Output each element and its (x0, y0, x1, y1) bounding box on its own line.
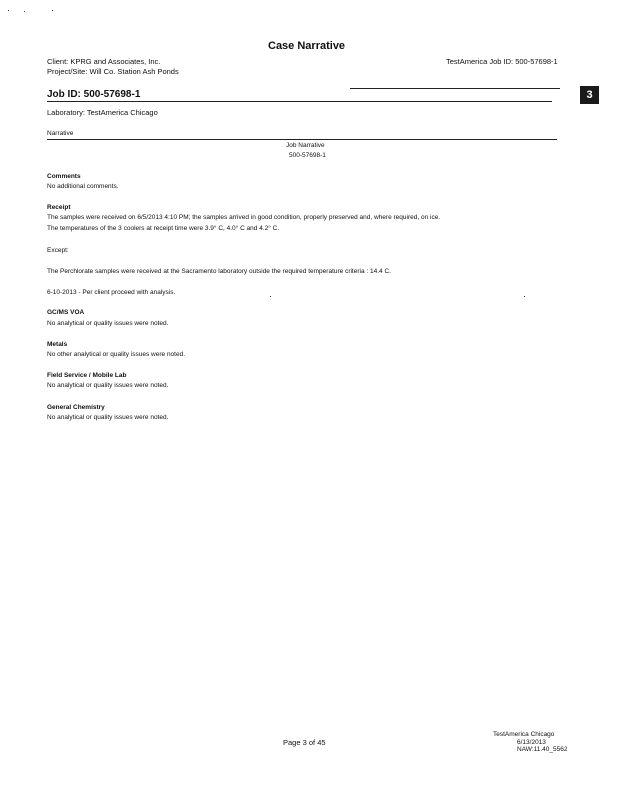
narrative-label: Narrative (47, 130, 74, 137)
perchlorate-note: The Perchlorate samples were received at the Sacramento laboratory outside the required temperature criteria : 14.4 C. (47, 268, 391, 275)
testamerica-job-id: TestAmerica Job ID: 500-57698-1 (446, 57, 558, 66)
project-site-line: Project/Site: Will Co. Station Ash Ponds (47, 67, 179, 76)
gcms-voa-text: No analytical or quality issues were noted. (47, 320, 169, 327)
job-id-rule (47, 101, 552, 102)
footer-date: 6/13/2013 (517, 739, 546, 746)
job-narrative-subheading: 500-57698-1 (289, 152, 326, 159)
field-service-text: No analytical or quality issues were noted. (47, 382, 169, 389)
page-number: Page 3 of 45 (283, 738, 326, 747)
client-line: Client: KPRG and Associates, Inc. (47, 57, 161, 66)
receipt-text-1: The samples were received on 6/5/2013 4:10 PM; the samples arrived in good condition, properly preserved and, where required, on ice. (47, 214, 441, 221)
job-narrative-heading: Job Narrative (286, 142, 325, 149)
client-proceed-note: 6-10-2013 - Per client proceed with analysis. (47, 289, 176, 296)
except-label: Except: (47, 247, 69, 254)
page-title: Case Narrative (268, 40, 346, 52)
footer-ref: NAW:11.40_5562 (517, 746, 568, 753)
section-badge: 3 (580, 86, 599, 104)
receipt-text-2: The temperatures of the 3 coolers at receipt time were 3.9° C, 4.0° C and 4.2° C. (47, 225, 280, 232)
receipt-title: Receipt (47, 204, 71, 211)
metals-text: No other analytical or quality issues were noted. (47, 351, 186, 358)
field-service-title: Field Service / Mobile Lab (47, 372, 127, 379)
narrative-rule (47, 139, 557, 140)
footer-lab: TestAmerica Chicago (493, 731, 555, 738)
comments-title: Comments (47, 173, 81, 180)
laboratory-line: Laboratory: TestAmerica Chicago (47, 108, 158, 117)
header-rule-right (350, 88, 560, 89)
job-id-heading: Job ID: 500-57698-1 (47, 89, 141, 100)
metals-title: Metals (47, 341, 68, 348)
general-chemistry-title: General Chemistry (47, 404, 105, 411)
general-chemistry-text: No analytical or quality issues were noted. (47, 414, 169, 421)
gcms-voa-title: GC/MS VOA (47, 309, 85, 316)
comments-text: No additional comments. (47, 183, 119, 190)
